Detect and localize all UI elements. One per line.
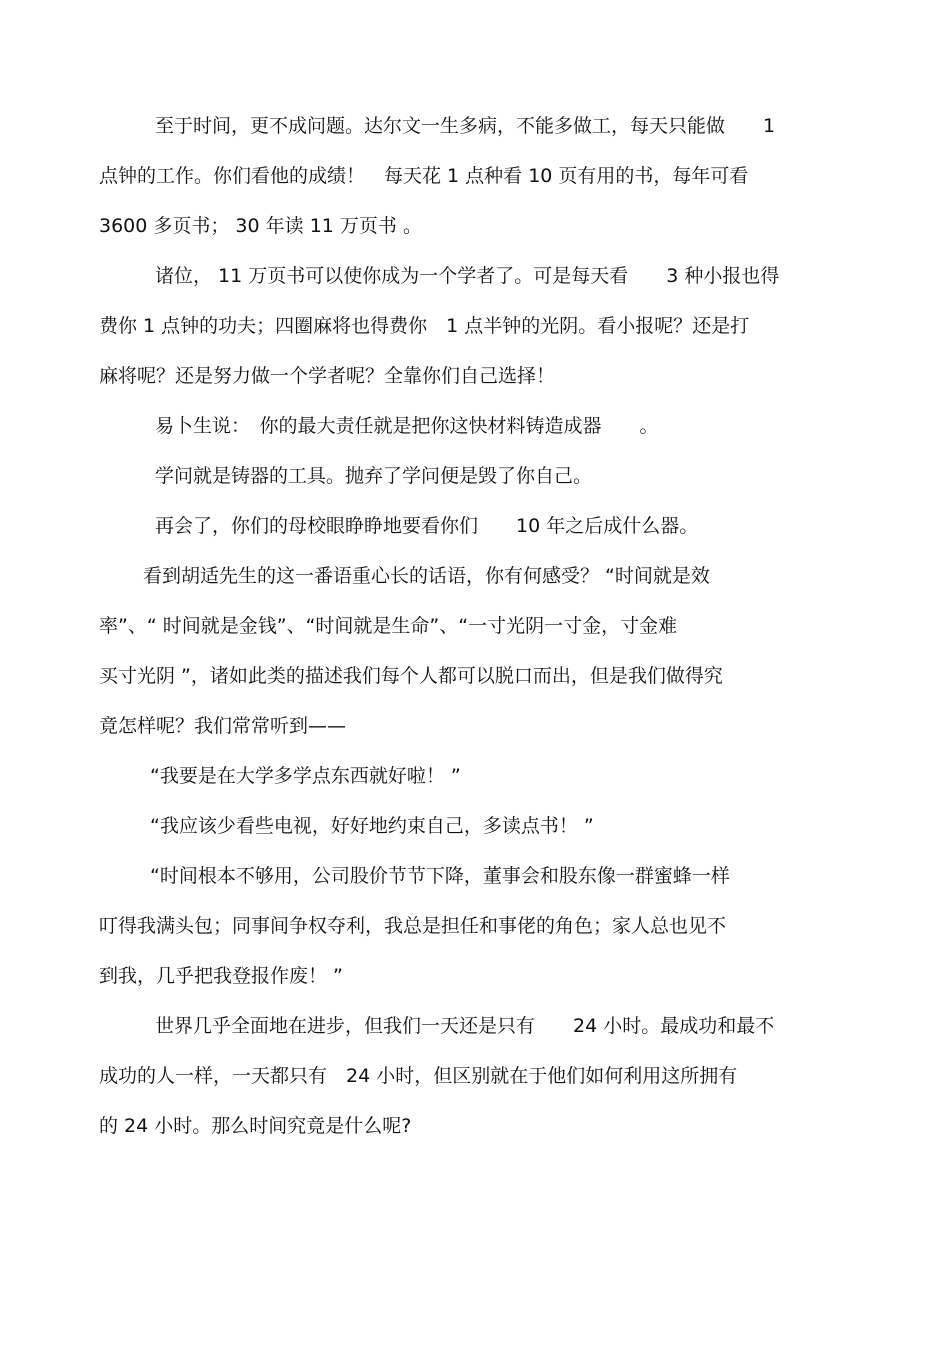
paragraph-8-line-1: “我应该少看些电视，好好地约束自己，多读点书！ ”	[150, 815, 594, 837]
paragraph-10-line-1: 世界几乎全面地在进步，但我们一天还是只有 24 小时。最成功和最不	[155, 1015, 775, 1037]
paragraph-3-line-1: 易卜生说： 你的最大责任就是把你这快材料铸造成器 。	[155, 415, 659, 437]
paragraph-1-line-2: 点钟的工作。你们看他的成绩！ 每天花 1 点种看 10 页有用的书，每年可看	[99, 165, 749, 187]
paragraph-10-line-3: 的 24 小时。那么时间究竟是什么呢?	[99, 1115, 412, 1137]
paragraph-1-line-3: 3600 多页书； 30 年读 11 万页书 。	[99, 215, 422, 237]
paragraph-1-line-1: 至于时间，更不成问题。达尔文一生多病，不能多做工，每天只能做 1	[155, 115, 776, 137]
paragraph-7-line-1: “我要是在大学多学点东西就好啦！ ”	[150, 765, 461, 787]
paragraph-6-line-1: 看到胡适先生的这一番语重心长的话语，你有何感受？ “时间就是效	[143, 565, 710, 587]
paragraph-2-line-3: 麻将呢？还是努力做一个学者呢？全靠你们自己选择！	[99, 365, 556, 387]
paragraph-4-line-1: 学问就是铸器的工具。抛弃了学问便是毁了你自己。	[155, 465, 593, 487]
paragraph-6-line-2: 率”、“ 时间就是金钱”、“时间就是生命”、“一寸光阴一寸金，寸金难	[99, 615, 678, 637]
paragraph-6-line-3: 买寸光阴 ”，诸如此类的描述我们每个人都可以脱口而出，但是我们做得究	[99, 665, 723, 687]
paragraph-10-line-2: 成功的人一样，一天都只有 24 小时，但区别就在于他们如何利用这所拥有	[99, 1065, 738, 1087]
paragraph-5-line-1: 再会了，你们的母校眼睁睁地要看你们 10 年之后成什么器。	[155, 515, 699, 537]
paragraph-2-line-1: 诸位， 11 万页书可以使你成为一个学者了。可是每天看 3 种小报也得	[155, 265, 780, 287]
paragraph-2-line-2: 费你 1 点钟的功夫；四圈麻将也得费你 1 点半钟的光阴。看小报呢？还是打	[99, 315, 750, 337]
paragraph-9-line-1: “时间根本不够用，公司股价节节下降，董事会和股东像一群蜜蜂一样	[150, 865, 730, 887]
paragraph-9-line-2: 叮得我满头包；同事间争权夺利，我总是担任和事佬的角色；家人总也见不	[99, 915, 727, 937]
paragraph-6-line-4: 竟怎样呢？我们常常听到——	[99, 715, 347, 737]
paragraph-9-line-3: 到我，几乎把我登报作废！ ”	[99, 965, 343, 987]
